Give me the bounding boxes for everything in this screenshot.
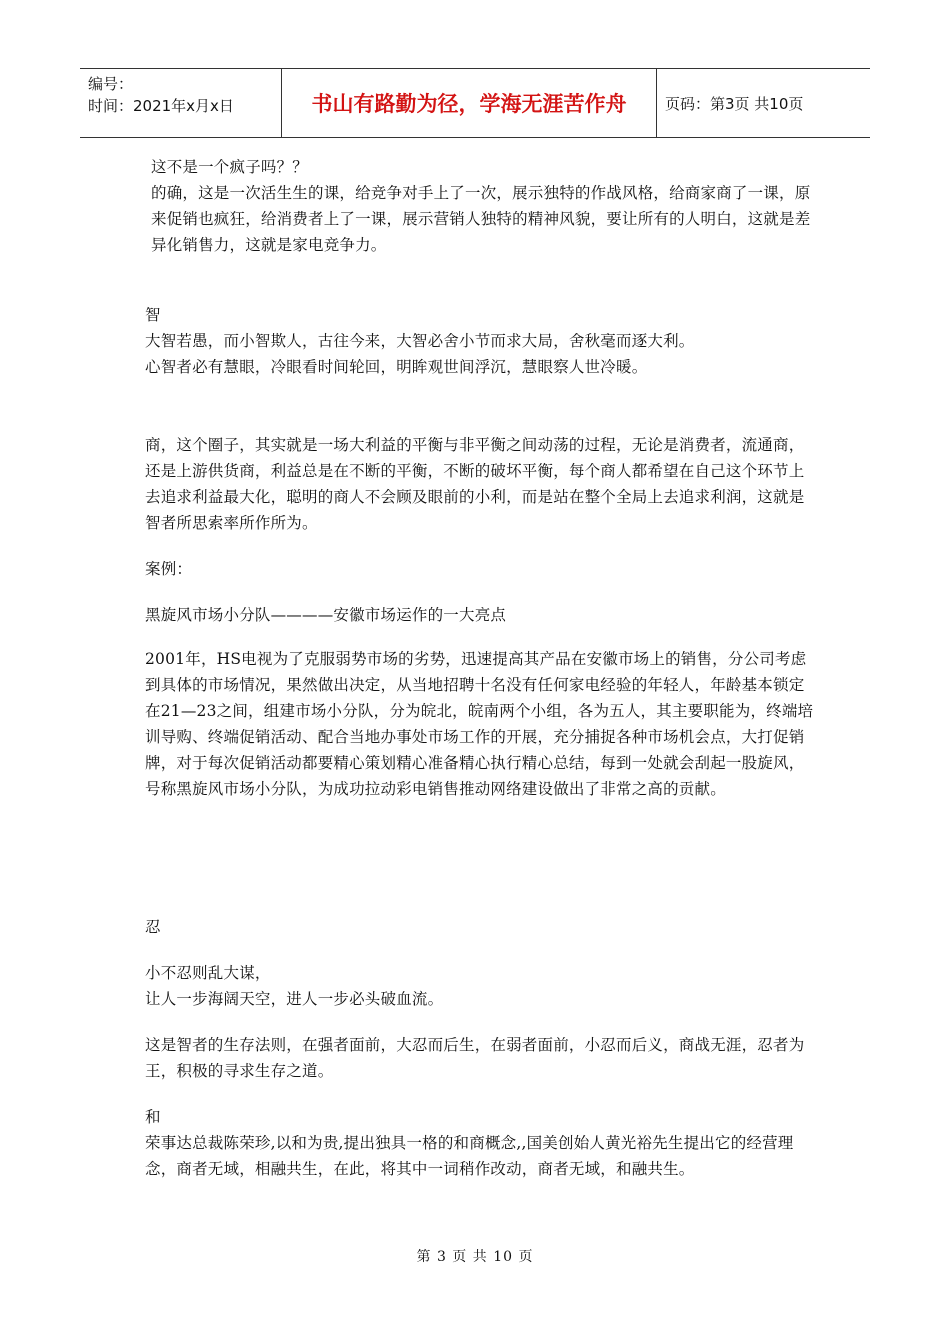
paragraph: 荣事达总裁陈荣珍,以和为贵,提出独具一格的和商概念,,国美创始人黄光裕先生提出它的经营理念，商者无域，相融共生，在此，将其中一词稍作改动，商者无域，和融共生。 (145, 1134, 794, 1178)
document-body (145, 154, 815, 1182)
section-heading-zhi: 智 (145, 306, 161, 324)
paragraph: 商，这个圈子，其实就是一场大利益的平衡与非平衡之间动荡的过程，无论是消费者，流通商，还是上游供货商，利益总是在不断的平衡，不断的破坏平衡，每个商人都希望在自己这个环节上去追求利益最大化，聪明的商人不会顾及眼前的小利，而是站在整个全局上去追求利润，这就是智者所思索率所作所为。 (145, 436, 805, 532)
paragraph: 的确，这是一次活生生的课，给竞争对手上了一次，展示独特的作战风格，给商家商了一课，原来促销也疯狂，给消费者上了一课，展示营销人独特的精神风貌，要让所有的人明白，这就是差异化销售力，这就是家电竞争力。 (151, 184, 811, 254)
case-label: 案例： (145, 560, 193, 578)
paragraph: 2001年，HS电视为了克服弱势市场的劣势，迅速提高其产品在安徽市场上的销售，分公司考虑到具体的市场情况，果然做出决定，从当地招聘十名没有任何家电经验的年轻人，年龄基本锁定在21—23之间，组建市场小分队，分为皖北，皖南两个小组，各为五人，其主要职能为，终端培训导购、终端促销活动、配合当地办事处市场工作的开展，充分捕捉各种市场机会点，大打促销牌，对于每次促销活动都要精心策划精心准备精心执行精心总结，每到一处就会刮起一股旋风，号称黑旋风市场小分队，为成功拉动彩电销售推动网络建设做出了非常之高的贡献。 (145, 650, 814, 798)
document-number-label: 编号： (88, 75, 134, 93)
case-title: 黑旋风市场小分队————安徽市场运作的一大亮点 (145, 606, 507, 624)
paragraph: 让人一步海阔天空，进人一步必头破血流。 (145, 990, 444, 1008)
paragraph: 心智者必有慧眼，冷眼看时间轮回，明眸观世间浮沉，慧眼察人世冷暖。 (145, 358, 648, 376)
paragraph: 这不是一个疯子吗？？ (151, 158, 309, 176)
header-motto-cell (282, 69, 657, 137)
paragraph: 这是智者的生存法则，在强者面前，大忍而后生，在弱者面前，小忍而后义，商战无涯，忍者为王，积极的寻求生存之道。 (145, 1036, 805, 1080)
page-footer: 第 3 页 共 10 页 (416, 1249, 534, 1265)
header-meta-cell (80, 69, 282, 137)
header-page-info: 页码：第3页 共10页 (665, 94, 804, 113)
paragraph: 大智若愚，而小智欺人，古往今来，大智必舍小节而求大局，舍秋毫而逐大利。 (145, 332, 695, 350)
header-motto: 书山有路勤为径，学海无涯苦作舟 (311, 92, 627, 116)
section-heading-ren: 忍 (145, 918, 161, 936)
paragraph: 小不忍则乱大谋， (145, 964, 271, 982)
section-heading-he: 和 (145, 1108, 161, 1126)
document-date-label: 时间：2021年x月x日 (88, 97, 234, 115)
header-table (80, 68, 870, 138)
header-page-cell (657, 69, 870, 137)
